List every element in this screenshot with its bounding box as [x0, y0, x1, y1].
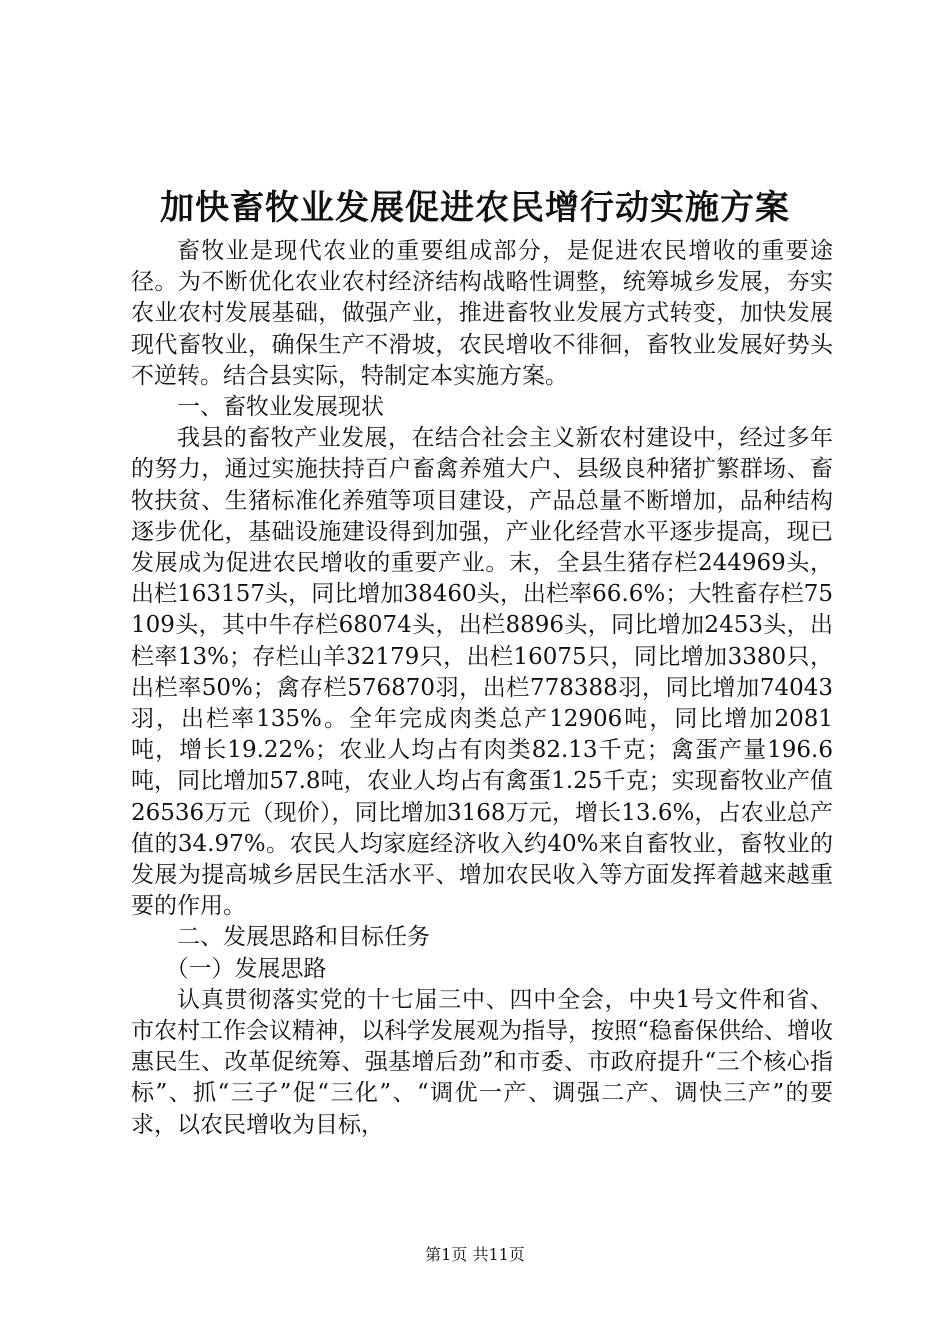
section-2-subheading-1: （一）发展思路	[165, 955, 327, 982]
section-2-heading: 二、发展思路和目标任务	[177, 924, 430, 951]
document-title: 加快畜牧业发展促进农民增行动实施方案	[160, 188, 790, 228]
section-1-heading: 一、畜牧业发展现状	[177, 394, 384, 421]
section-1-paragraph: 我县的畜牧产业发展，在结合社会主义新农村建设中，经过多年的努力，通过实施扶持百户畜禽养殖大户、县级良种猪扩繁群场、畜牧扶贫、生猪标准化养殖等项目建设，产品总量不断增加，品种结构逐步优化，基础设施建设得到加强，产业化经营水平逐步提高，现已发展成为促进农民增收的重要产业。末，全县生猪存栏244969头，出栏163157头，同比增加38460头，出栏率66.6%；大牲畜存栏75109头，其中牛存栏68074头，出栏8896头，同比增加2453头，出栏率13%；存栏山羊32179只，出栏16075只，同比增加3380只，出栏率50%；禽存栏576870羽，出栏778388羽，同比增加74043羽，出栏率135%。全年完成肉类总产12906吨，同比增加2081吨，增长19.22%；农业人均占有肉类82.13千克；禽蛋产量196.6吨，同比增加57.8吨，农业人均占有禽蛋1.25千克；实现畜牧业产值26536万元（现价），同比增加3168万元，增长13.6%，占农业总产值的34.97%。农民人均家庭经济收入约40%来自畜牧业，畜牧业的发展为提高城乡居民生活水平、增加农民收入等方面发挥着越来越重要的作用。	[131, 425, 833, 920]
intro-paragraph: 畜牧业是现代农业的重要组成部分，是促进农民增收的重要途径。为不断优化农业农村经济结构战略性调整，统筹城乡发展，夯实农业农村发展基础，做强产业，推进畜牧业发展方式转变，加快发展现代畜牧业，确保生产不滑坡，农民增收不徘徊，畜牧业发展好势头不逆转。结合县实际，特制定本实施方案。	[131, 238, 833, 389]
document-body	[131, 236, 833, 1141]
page-footer: 第1页 共11页	[425, 1245, 525, 1264]
section-2-sub-1-paragraph: 认真贯彻落实党的十七届三中、四中全会，中央1号文件和省、市农村工作会议精神，以科学发展观为指导，按照“稳畜保供给、增收惠民生、改革促统筹、强基增后劲”和市委、市政府提升“三个核心指标”、抓“三子”促“三化”、“调优一产、调强二产、调快三产”的要求，以农民增收为目标，	[131, 986, 833, 1138]
